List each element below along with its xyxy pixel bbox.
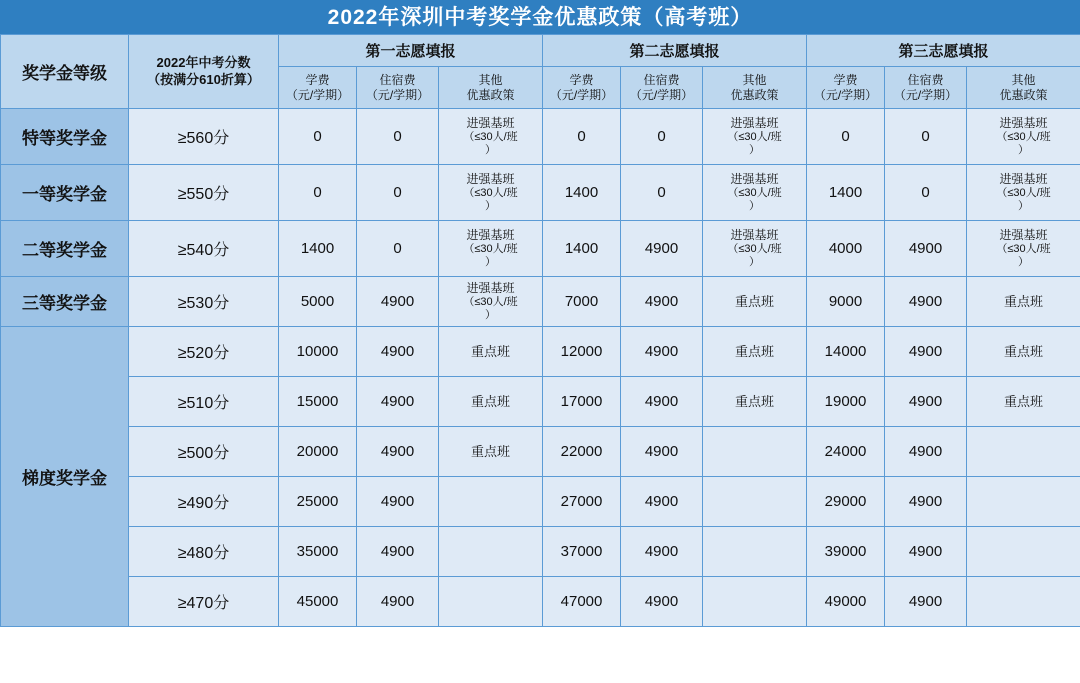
note-line1: 进强基班 bbox=[999, 172, 1048, 187]
note-line3: ） bbox=[485, 199, 496, 212]
cell-v1-dorm: 0 bbox=[357, 221, 439, 277]
cell-v1-tuition: 0 bbox=[279, 165, 357, 221]
note-line1: 进强基班 bbox=[466, 281, 515, 296]
cell-v3-tuition: 29000 bbox=[807, 477, 885, 527]
table-row bbox=[1, 327, 1080, 377]
header-other-1-line1: 其他 bbox=[478, 72, 503, 87]
row-score: ≥540分 bbox=[129, 221, 279, 277]
header-score-line1: 2022年中考分数 bbox=[156, 55, 251, 71]
header-level: 奖学金等级 bbox=[1, 35, 129, 109]
note-line2: （≤30人/班 bbox=[463, 186, 518, 199]
cell-v2-tuition: 1400 bbox=[543, 165, 621, 221]
cell-v1-tuition: 15000 bbox=[279, 377, 357, 427]
note-line2: （≤30人/班 bbox=[996, 186, 1051, 199]
header-other-1 bbox=[439, 67, 543, 109]
note-line3: ） bbox=[485, 308, 496, 321]
cell-v1-dorm: 4900 bbox=[357, 477, 439, 527]
table-row bbox=[1, 377, 1080, 427]
header-tuition-1-line2: （元/学期） bbox=[285, 87, 350, 102]
header-dorm-2-line2: （元/学期） bbox=[629, 87, 694, 102]
cell-v3-tuition: 19000 bbox=[807, 377, 885, 427]
cell-v1-dorm: 4900 bbox=[357, 577, 439, 627]
note-line2: （≤30人/班 bbox=[996, 242, 1051, 255]
cell-v1-dorm: 4900 bbox=[357, 327, 439, 377]
row-score: ≥510分 bbox=[129, 377, 279, 427]
header-other-3-line2: 优惠政策 bbox=[999, 87, 1048, 102]
note-line2: （≤30人/班 bbox=[727, 130, 782, 143]
cell-v3-other bbox=[967, 577, 1080, 627]
note-line3: ） bbox=[749, 143, 760, 156]
header-dorm-3-line2: （元/学期） bbox=[893, 87, 958, 102]
cell-v3-other bbox=[967, 527, 1080, 577]
cell-v1-tuition: 0 bbox=[279, 109, 357, 165]
cell-v1-tuition: 25000 bbox=[279, 477, 357, 527]
cell-v2-dorm: 4900 bbox=[621, 277, 703, 327]
table-row bbox=[1, 427, 1080, 477]
cell-v3-dorm: 4900 bbox=[885, 577, 967, 627]
cell-v2-tuition: 1400 bbox=[543, 221, 621, 277]
cell-v3-tuition: 24000 bbox=[807, 427, 885, 477]
cell-v2-other bbox=[703, 427, 807, 477]
cell-v2-dorm: 4900 bbox=[621, 377, 703, 427]
header-tuition-3-line1: 学费 bbox=[833, 72, 858, 87]
cell-v2-tuition: 47000 bbox=[543, 577, 621, 627]
cell-v1-dorm: 0 bbox=[357, 109, 439, 165]
header-score bbox=[129, 35, 279, 109]
header-dorm-1 bbox=[357, 67, 439, 109]
header-tuition-2 bbox=[543, 67, 621, 109]
cell-v1-dorm: 4900 bbox=[357, 377, 439, 427]
note-line2: （≤30人/班 bbox=[463, 130, 518, 143]
cell-v1-dorm: 4900 bbox=[357, 427, 439, 477]
cell-v3-other bbox=[967, 109, 1080, 165]
cell-v2-tuition: 17000 bbox=[543, 377, 621, 427]
header-row-groups bbox=[1, 35, 1080, 67]
cell-v2-other: 重点班 bbox=[703, 377, 807, 427]
cell-v3-other bbox=[967, 427, 1080, 477]
cell-v1-dorm: 4900 bbox=[357, 277, 439, 327]
cell-v2-dorm: 4900 bbox=[621, 477, 703, 527]
header-group-1: 第一志愿填报 bbox=[279, 35, 543, 67]
header-tuition-1-line1: 学费 bbox=[305, 72, 330, 87]
header-dorm-1-line1: 住宿费 bbox=[379, 72, 416, 87]
cell-v1-other bbox=[439, 277, 543, 327]
note-line1: 进强基班 bbox=[730, 116, 779, 131]
cell-v3-dorm: 4900 bbox=[885, 377, 967, 427]
header-dorm-2 bbox=[621, 67, 703, 109]
cell-v3-dorm: 4900 bbox=[885, 427, 967, 477]
cell-v1-tuition: 35000 bbox=[279, 527, 357, 577]
header-score-line2: （按满分610折算） bbox=[147, 71, 260, 87]
header-other-3 bbox=[967, 67, 1080, 109]
table-row bbox=[1, 165, 1080, 221]
note-line2: （≤30人/班 bbox=[996, 130, 1051, 143]
note-line3: ） bbox=[485, 255, 496, 268]
header-other-2 bbox=[703, 67, 807, 109]
cell-v1-tuition: 45000 bbox=[279, 577, 357, 627]
cell-v1-other: 重点班 bbox=[439, 427, 543, 477]
table-row bbox=[1, 277, 1080, 327]
cell-v3-dorm: 0 bbox=[885, 165, 967, 221]
note-line2: （≤30人/班 bbox=[727, 186, 782, 199]
note-line1: 进强基班 bbox=[730, 172, 779, 187]
cell-v3-other: 重点班 bbox=[967, 277, 1080, 327]
row-score: ≥500分 bbox=[129, 427, 279, 477]
cell-v3-tuition: 49000 bbox=[807, 577, 885, 627]
note-line2: （≤30人/班 bbox=[727, 242, 782, 255]
cell-v3-tuition: 14000 bbox=[807, 327, 885, 377]
cell-v2-tuition: 12000 bbox=[543, 327, 621, 377]
cell-v1-other bbox=[439, 221, 543, 277]
cell-v2-tuition: 7000 bbox=[543, 277, 621, 327]
header-dorm-3 bbox=[885, 67, 967, 109]
cell-v3-tuition: 39000 bbox=[807, 527, 885, 577]
cell-v2-dorm: 4900 bbox=[621, 327, 703, 377]
cell-v1-other: 重点班 bbox=[439, 377, 543, 427]
row-score: ≥560分 bbox=[129, 109, 279, 165]
table-row bbox=[1, 221, 1080, 277]
cell-v1-other: 重点班 bbox=[439, 327, 543, 377]
cell-v2-other: 重点班 bbox=[703, 277, 807, 327]
cell-v3-tuition: 0 bbox=[807, 109, 885, 165]
row-score: ≥520分 bbox=[129, 327, 279, 377]
cell-v2-other bbox=[703, 109, 807, 165]
cell-v3-dorm: 4900 bbox=[885, 527, 967, 577]
cell-v2-tuition: 22000 bbox=[543, 427, 621, 477]
note-line1: 进强基班 bbox=[466, 228, 515, 243]
row-level: 三等奖学金 bbox=[1, 277, 129, 327]
cell-v2-dorm: 4900 bbox=[621, 427, 703, 477]
table-row bbox=[1, 527, 1080, 577]
cell-v1-other bbox=[439, 527, 543, 577]
cell-v3-dorm: 4900 bbox=[885, 277, 967, 327]
header-tuition-3 bbox=[807, 67, 885, 109]
row-score: ≥550分 bbox=[129, 165, 279, 221]
row-level: 特等奖学金 bbox=[1, 109, 129, 165]
cell-v2-tuition: 27000 bbox=[543, 477, 621, 527]
cell-v1-tuition: 1400 bbox=[279, 221, 357, 277]
cell-v1-tuition: 20000 bbox=[279, 427, 357, 477]
cell-v3-other: 重点班 bbox=[967, 377, 1080, 427]
table-row bbox=[1, 109, 1080, 165]
cell-v2-dorm: 4900 bbox=[621, 221, 703, 277]
cell-v3-other: 重点班 bbox=[967, 327, 1080, 377]
note-line2: （≤30人/班 bbox=[463, 242, 518, 255]
header-other-2-line1: 其他 bbox=[742, 72, 767, 87]
cell-v3-dorm: 4900 bbox=[885, 327, 967, 377]
cell-v1-other bbox=[439, 165, 543, 221]
note-line1: 进强基班 bbox=[999, 116, 1048, 131]
note-line3: ） bbox=[1018, 199, 1029, 212]
cell-v1-tuition: 5000 bbox=[279, 277, 357, 327]
cell-v3-dorm: 0 bbox=[885, 109, 967, 165]
header-tuition-3-line2: （元/学期） bbox=[813, 87, 878, 102]
cell-v3-tuition: 1400 bbox=[807, 165, 885, 221]
note-line3: ） bbox=[485, 143, 496, 156]
note-line1: 进强基班 bbox=[730, 228, 779, 243]
header-dorm-3-line1: 住宿费 bbox=[907, 72, 944, 87]
note-line3: ） bbox=[749, 199, 760, 212]
header-tuition-2-line2: （元/学期） bbox=[549, 87, 614, 102]
row-score: ≥490分 bbox=[129, 477, 279, 527]
header-tuition-2-line1: 学费 bbox=[569, 72, 594, 87]
cell-v2-other bbox=[703, 577, 807, 627]
note-line2: （≤30人/班 bbox=[463, 295, 518, 308]
cell-v2-tuition: 37000 bbox=[543, 527, 621, 577]
cell-v3-dorm: 4900 bbox=[885, 221, 967, 277]
cell-v2-other bbox=[703, 527, 807, 577]
page-title: 2022年深圳中考奖学金优惠政策（高考班） bbox=[0, 0, 1080, 34]
header-dorm-2-line1: 住宿费 bbox=[643, 72, 680, 87]
cell-v2-dorm: 4900 bbox=[621, 577, 703, 627]
cell-v2-dorm: 0 bbox=[621, 109, 703, 165]
cell-v1-other bbox=[439, 577, 543, 627]
cell-v3-tuition: 9000 bbox=[807, 277, 885, 327]
row-level: 二等奖学金 bbox=[1, 221, 129, 277]
header-other-3-line1: 其他 bbox=[1011, 72, 1036, 87]
row-level: 梯度奖学金 bbox=[1, 327, 129, 627]
cell-v3-tuition: 4000 bbox=[807, 221, 885, 277]
cell-v3-other bbox=[967, 221, 1080, 277]
note-line3: ） bbox=[1018, 143, 1029, 156]
header-dorm-1-line2: （元/学期） bbox=[365, 87, 430, 102]
header-other-1-line2: 优惠政策 bbox=[466, 87, 515, 102]
table-row bbox=[1, 477, 1080, 527]
cell-v1-dorm: 0 bbox=[357, 165, 439, 221]
cell-v1-tuition: 10000 bbox=[279, 327, 357, 377]
cell-v3-other bbox=[967, 165, 1080, 221]
cell-v2-other bbox=[703, 165, 807, 221]
row-score: ≥530分 bbox=[129, 277, 279, 327]
cell-v2-tuition: 0 bbox=[543, 109, 621, 165]
cell-v2-other: 重点班 bbox=[703, 327, 807, 377]
cell-v1-other bbox=[439, 477, 543, 527]
table-row bbox=[1, 577, 1080, 627]
note-line1: 进强基班 bbox=[999, 228, 1048, 243]
note-line3: ） bbox=[749, 255, 760, 268]
header-group-2: 第二志愿填报 bbox=[543, 35, 807, 67]
header-tuition-1 bbox=[279, 67, 357, 109]
cell-v1-dorm: 4900 bbox=[357, 527, 439, 577]
note-line3: ） bbox=[1018, 255, 1029, 268]
cell-v3-dorm: 4900 bbox=[885, 477, 967, 527]
cell-v2-other bbox=[703, 221, 807, 277]
row-score: ≥480分 bbox=[129, 527, 279, 577]
header-other-2-line2: 优惠政策 bbox=[730, 87, 779, 102]
note-line1: 进强基班 bbox=[466, 172, 515, 187]
cell-v2-dorm: 0 bbox=[621, 165, 703, 221]
row-score: ≥470分 bbox=[129, 577, 279, 627]
header-group-3: 第三志愿填报 bbox=[807, 35, 1080, 67]
row-level: 一等奖学金 bbox=[1, 165, 129, 221]
policy-table bbox=[0, 34, 1080, 627]
cell-v2-other bbox=[703, 477, 807, 527]
cell-v2-dorm: 4900 bbox=[621, 527, 703, 577]
cell-v3-other bbox=[967, 477, 1080, 527]
note-line1: 进强基班 bbox=[466, 116, 515, 131]
cell-v1-other bbox=[439, 109, 543, 165]
